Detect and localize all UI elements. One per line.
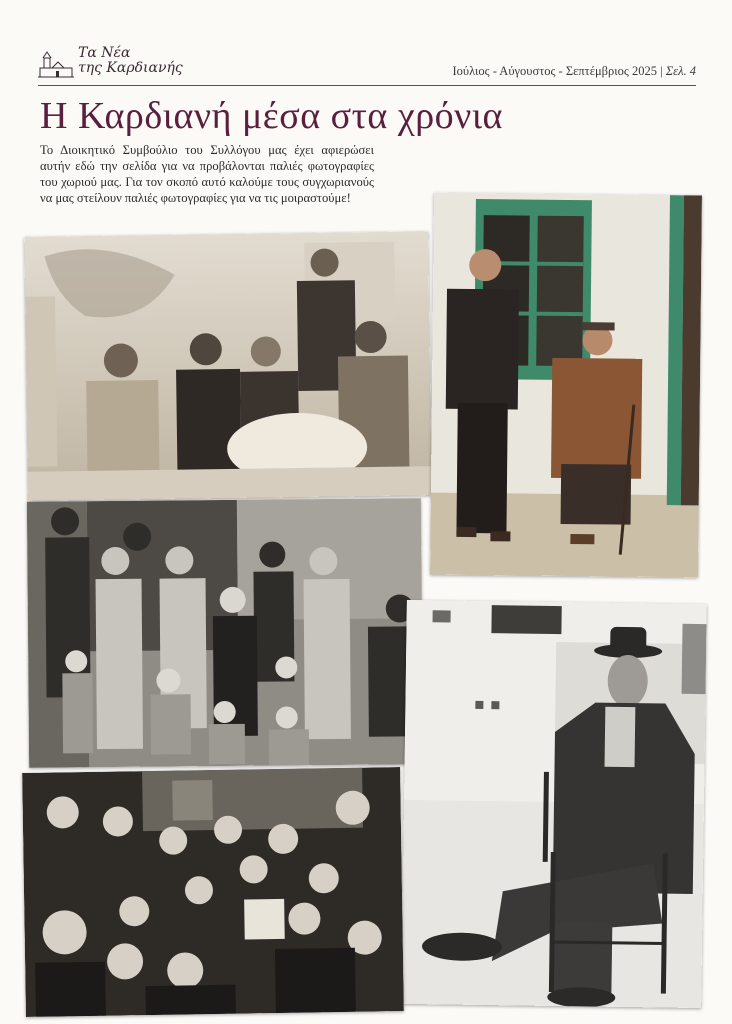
logo-line-1: Τα Νέα — [78, 45, 131, 61]
photo-festive-gathering — [22, 767, 404, 1017]
issue-date: Ιούλιος - Αύγουστος - Σεπτέμβριος 2025 — [452, 64, 657, 78]
page-title: Η Καρδιανή μέσα στα χρόνια — [40, 95, 503, 137]
issue-info — [453, 64, 697, 79]
newspaper-logo — [78, 46, 183, 76]
photo-two-men-doorway — [430, 193, 702, 578]
header-divider — [38, 85, 696, 86]
separator: | — [660, 64, 663, 78]
page-number: Σελ. 4 — [665, 64, 696, 78]
photo-family-group — [27, 498, 423, 767]
photo-banquet-group — [24, 231, 432, 501]
photo-man-with-hat — [401, 600, 707, 1008]
intro-paragraph: Το Διοικητικό Συμβούλιο του Συλλόγου μας έχει αφιερώσει αυτήν εδώ την σελίδα για να προβάλονται παλιές φωτογραφίες του χωριού μας. Για τον σκοπό αυτό καλούμε τους συγχωριανούς να μας στείλουν παλιές φωτογραφίες για να τις μοιραστούμε! — [40, 143, 374, 205]
logo-line-2: της Καρδιανής — [78, 60, 183, 76]
masthead — [38, 44, 696, 84]
village-logo-icon — [38, 50, 74, 78]
